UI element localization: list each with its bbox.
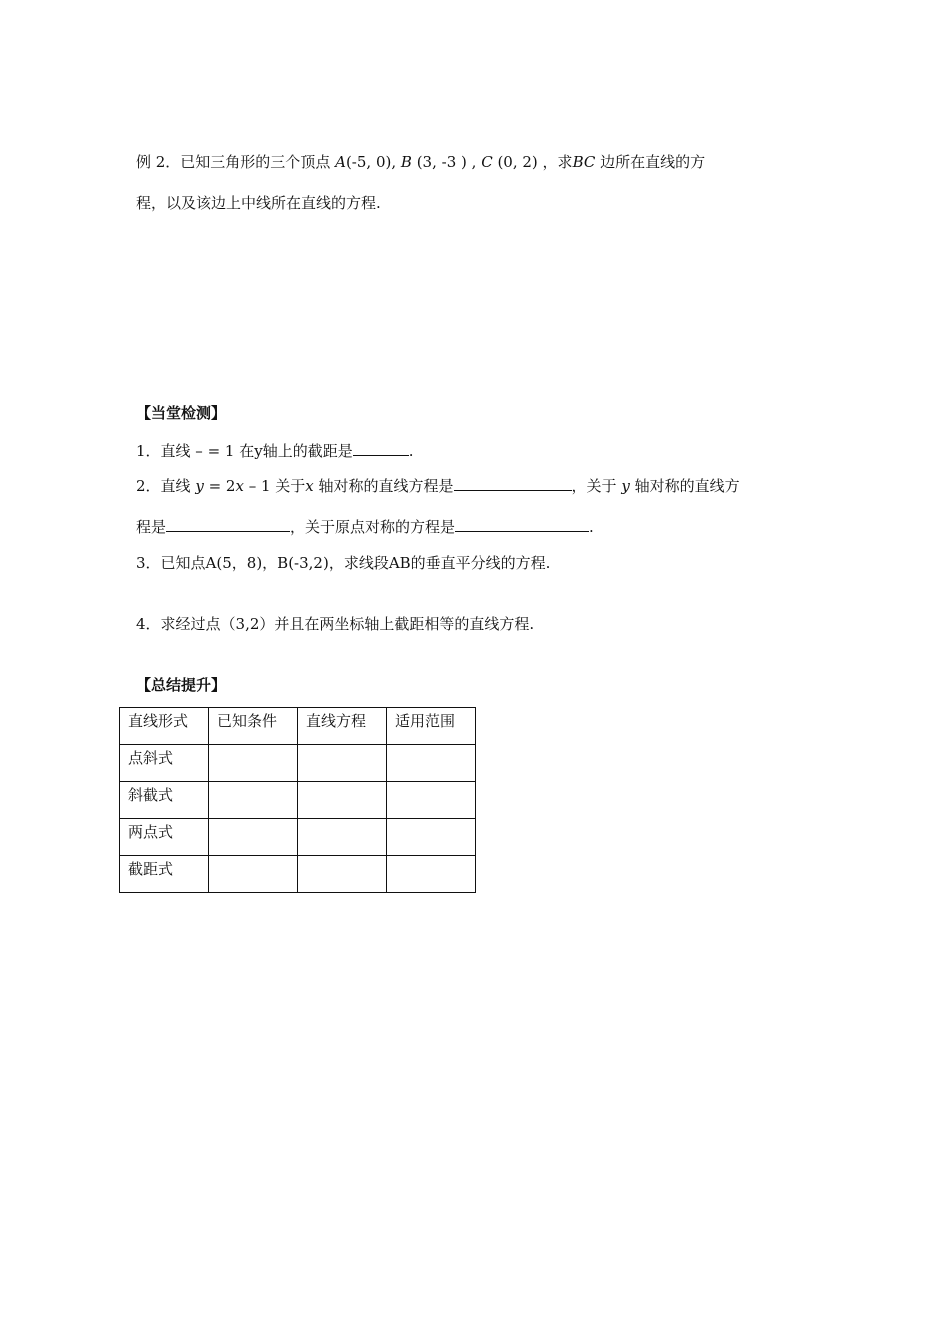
- question-2-line2-a: 程是: [136, 518, 167, 536]
- table-header-cell: 直线方程: [298, 708, 387, 745]
- question-2-line-1: [136, 476, 740, 496]
- question-3: 3．已知点A(5，8)，B(-3,2)，求线段AB的垂直平分线的方程.: [136, 554, 551, 572]
- question-2-blank-1: [454, 476, 572, 491]
- point-a-label: A: [335, 153, 346, 171]
- question-2-line-2: [136, 517, 594, 537]
- var-y-axis: y: [621, 477, 630, 495]
- question-4: 4．求经过点（3,2）并且在两坐标轴上截距相等的直线方程.: [136, 615, 535, 633]
- table-cell: [209, 745, 298, 782]
- table-cell: [298, 782, 387, 819]
- table-row-label: 两点式: [120, 819, 209, 856]
- table-cell: [298, 819, 387, 856]
- table-row: [120, 782, 476, 819]
- table-cell: [387, 856, 476, 893]
- var-x: x: [235, 477, 244, 495]
- table-cell: [209, 782, 298, 819]
- table-cell: [298, 856, 387, 893]
- point-b-label: B: [400, 153, 412, 171]
- question-1: [136, 441, 413, 461]
- summary-table: [119, 707, 476, 893]
- var-y: y: [195, 477, 204, 495]
- var-x-axis: x: [305, 477, 314, 495]
- point-b-coord: (3, -3 ) ,: [416, 153, 477, 171]
- table-cell: [209, 819, 298, 856]
- table-row-label: 截距式: [120, 856, 209, 893]
- table-header-cell: 直线形式: [120, 708, 209, 745]
- table-row: [120, 745, 476, 782]
- question-2-eq-rest: – 1 关于: [243, 477, 306, 495]
- question-2-line2-b: ，关于原点对称的方程是: [290, 518, 456, 536]
- summary-heading: 【总结提升】: [136, 676, 227, 694]
- table-cell: [209, 856, 298, 893]
- question-1-blank: [353, 441, 409, 456]
- question-1-text: 1．直线 – = 1 在y轴上的截距是: [136, 442, 353, 460]
- question-2-line2-c: .: [589, 518, 594, 536]
- question-2-blank-2: [166, 517, 290, 532]
- table-row: [120, 819, 476, 856]
- table-row-label: 点斜式: [120, 745, 209, 782]
- example-2-line-1: [136, 152, 705, 172]
- point-c-coord: (0, 2) ，求: [497, 153, 573, 171]
- table-cell: [387, 745, 476, 782]
- table-cell: [298, 745, 387, 782]
- question-2-mid: 轴对称的直线方程是: [313, 477, 454, 495]
- question-2-blank-3: [455, 517, 589, 532]
- example-2-line-2: 程，以及该边上中线所在直线的方程.: [136, 194, 381, 212]
- example-2-suffix: 边所在直线的方: [600, 153, 706, 171]
- question-1-end: .: [408, 442, 414, 460]
- point-a-coord: (-5, 0),: [345, 153, 397, 171]
- example-2-prefix: 例 2．已知三角形的三个顶点: [136, 153, 336, 171]
- question-2-part1: 2．直线: [136, 477, 196, 495]
- table-cell: [387, 782, 476, 819]
- table-row: [120, 856, 476, 893]
- question-2-after-blank: ，关于: [571, 477, 622, 495]
- point-c-label: C: [481, 153, 493, 171]
- question-2-tail: 轴对称的直线方: [629, 477, 740, 495]
- segment-bc-label: BC: [572, 153, 596, 171]
- table-header-cell: 已知条件: [209, 708, 298, 745]
- table-header-row: [120, 708, 476, 745]
- question-2-eq: = 2: [203, 477, 236, 495]
- table-header-cell: 适用范围: [387, 708, 476, 745]
- table-row-label: 斜截式: [120, 782, 209, 819]
- table-cell: [387, 819, 476, 856]
- check-heading: 【当堂检测】: [136, 404, 227, 422]
